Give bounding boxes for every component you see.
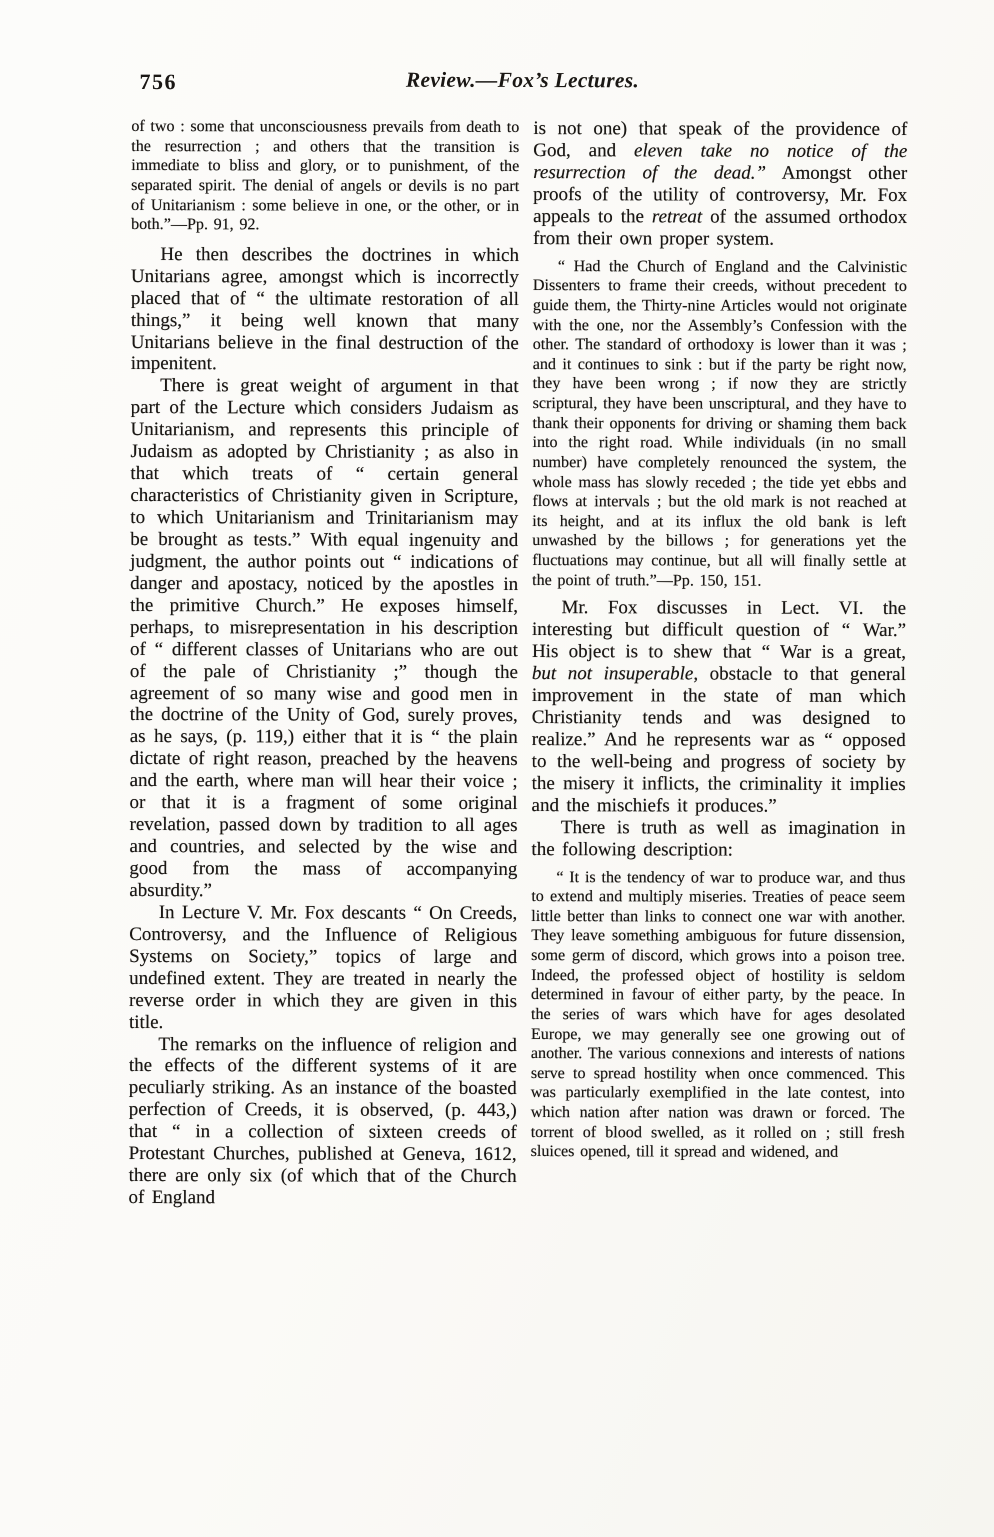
right-column: [531, 118, 908, 1170]
body-paragraph: [531, 817, 905, 862]
body-paragraph: [129, 902, 517, 1035]
text-run: He then describes the doctrines in which Unitarians agree, amongst which is incorrectly placed that of “ the ultimate restoration of all things,” it being well known that many Unitarians believe in the final destruction of the impenitent.: [130, 243, 520, 375]
text-run: “ It is the tendency of war to produce war, and thus to extend and multiply miseries. Treaties of peace seem little better than links to connect one war with another. They leave something ambiguous for future dissension, some germ of discord, which grows into a poison tree. Indeed, the professed object of hostility is seldom determined in favour of either party, by the peace. In the series of wars which have for ages desolated Europe, we may generally see one growing out of another. The various connexions and interests of nations serve to spread hostility when once commenced. This was particularly exemplified in the late contest, into which nation after nation was drawn or forced. The torrent of blood swelled, as it rolled on ; still fresh sluices opened, till it spread and widened, and: [530, 868, 906, 1162]
text-run: There is truth as well as imagination in the following description:: [531, 816, 906, 861]
text-run: “ Had the Church of England and the Calvinistic Dissenters to frame their creeds, without precedent to guide them, the Thirty-nine Articles would not originate with the one, nor the Assembly’s Confession with the other. The standard of orthodoxy is lower than it was ; and it continues to sink : but if the party be right now, they have been wrong ; if now they are strictly scriptural, they have been unscriptural, and they have to thank their opponents for driving or shaming them back into the right road. While individuals (in no small number) have completely renounced the system, the whole mass has slowly receded ; the tide yet ebbs and flows at intervals ; but the old mark is not reached at its height, and at its influx the old bank is left unwashed by the billows ; for generations yet the fluctuations may continue, but all will finally settle at the point of truth.”—Pp. 150, 151.: [532, 257, 907, 590]
text-run: of two : some that unconsciousness prevails from death to the resurrection ; and others that the transition is immediate to bliss and glory, or to punishment, of the separated spirit. The denial of angels or devils is no part of Unitarianism : some believe in one, or the other, or in both.”—Pp. 91, 92.: [131, 117, 520, 234]
page-header: [131, 67, 913, 101]
running-title: Review.—Fox’s Lectures.: [405, 67, 640, 93]
italic-text-run: retreat: [651, 206, 703, 228]
text-run: In Lecture V. Mr. Fox descants “ On Creeds, Controversy, and the Influence of Religious Systems on Society,” topics of large and undefined extent. They are treated in nearly the reverse order in which they are given in this title.: [128, 901, 518, 1033]
body-paragraph: [131, 244, 519, 377]
page-content: [129, 67, 914, 1211]
text-run: is not one) that speak of the providence of God, and: [533, 118, 908, 162]
text-run: There is great weight of argument in that part of the Lecture which considers Judaism as Unitarianism, and represents this principle of Judaism as adopted by Christianity ; as also in that which treats of “ certain general characteristics of Christianity given in Scripture, to which Unitarianism and Trinitarianism may be brought as tests.” With equal ingenuity and judgment, the author points out “ indications of danger and apostacy, noticed by the apostles in the primitive Church.” He exposes himself, perhaps, to misrepresentation in his description of “ different classes of Unitarians who are out of the pale of Christianity ;” though the agreement of so many wise and good men in the doctrine of the Unity of God, surely proves, as he says, (p. 119,) either that it is “ the plain dictate of right reason, preached by the heavens and the earth, where man will hear their voice ; or that it is a fragment of some original revelation, passed down by tradition to all ages and countries, and selected by the wise and good from the mass of accompanying absurdity.”: [129, 375, 519, 902]
two-column-text: [129, 117, 914, 1211]
text-run: Amongst other proofs of the utility of controversy, Mr. Fox appeals to the: [533, 162, 908, 228]
text-run: of the assumed orthodox from their own proper system.: [533, 206, 908, 250]
body-paragraph: [533, 118, 907, 251]
body-paragraph: [129, 1033, 517, 1210]
body-paragraph: [532, 597, 907, 817]
italic-text-run: but not insuperable,: [531, 663, 699, 685]
body-paragraph: [129, 375, 518, 903]
text-run: obstacle to that general improvement in the state of man which Christianity tends and was designed to realize.” And he represents war as “ opposed to the well-being and progress of society by the misery it inflicts, the criminality it implies and the mischiefs it produces.”: [531, 663, 906, 817]
text-run: The remarks on the influence of religion and the effects of the different systems of it are peculiarly striking. As an instance of the boasted perfection of Creeds, it is observed, (p. 443,) that “ in a collection of sixteen creeds of Protestant Churches, published at Geneva, 1612, there are only six (of which that of the Church of England: [128, 1033, 517, 1209]
extract-paragraph: [131, 117, 519, 236]
extract-paragraph: [531, 868, 906, 1163]
extract-paragraph: [532, 257, 907, 592]
page-number: 756: [139, 68, 177, 95]
left-column: [129, 117, 520, 1210]
italic-text-run: eleven take no notice of the resurrection of the dead.”: [533, 140, 908, 184]
text-run: Mr. Fox discusses in Lect. VI. the interesting but difficult question of “ War.” His object is to shew that “ War is a great,: [531, 597, 907, 664]
